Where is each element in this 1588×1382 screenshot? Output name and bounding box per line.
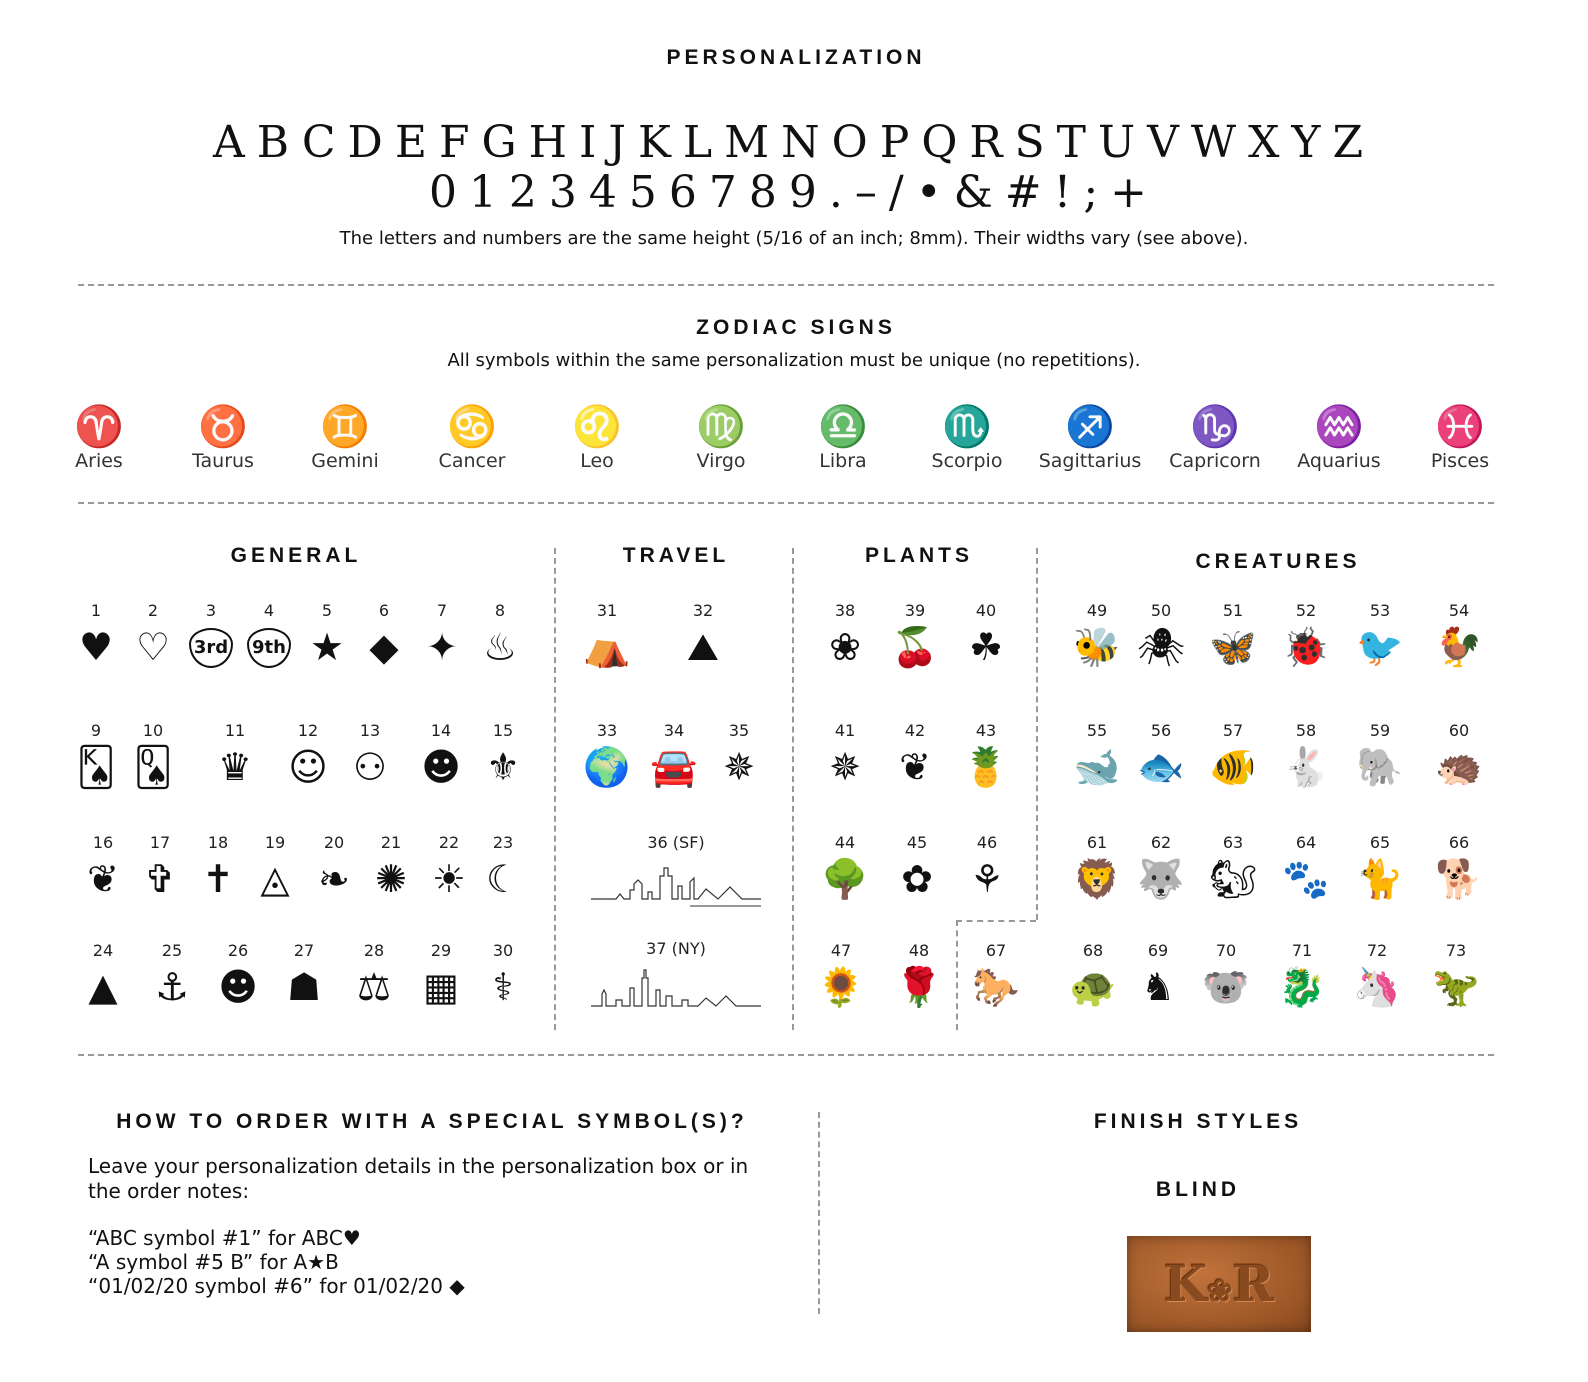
zodiac-aries[interactable] (39, 404, 159, 472)
symbol-number: 58 (1295, 721, 1317, 740)
symbol-39[interactable] (885, 600, 945, 672)
divider (956, 920, 958, 1030)
symbol-71[interactable] (1272, 940, 1332, 1012)
zodiac-cancer-icon: ♋ (447, 404, 497, 450)
zodiac-label: Aries (75, 450, 123, 472)
zodiac-sagittarius[interactable] (1030, 404, 1150, 472)
symbol-number: 15 (492, 721, 514, 740)
zodiac-label: Sagittarius (1038, 450, 1142, 472)
rose-stem-icon: 🌹 (895, 965, 943, 1009)
symbol-number: 17 (149, 833, 171, 852)
sun-icon: ☀ (431, 857, 467, 901)
zodiac-gemini[interactable] (285, 404, 405, 472)
symbol-number: 25 (161, 941, 183, 960)
symbol-67[interactable] (966, 940, 1026, 1012)
symbol-number: 63 (1222, 833, 1244, 852)
dragon-icon: 🐉 (1278, 965, 1326, 1009)
zodiac-virgo[interactable] (661, 404, 781, 472)
lotus-icon: ❀ (1207, 1274, 1233, 1309)
candy-icon: ✦ (426, 625, 458, 669)
blind-finish-sample (1127, 1236, 1311, 1332)
symbol-number: 56 (1150, 721, 1172, 740)
order-intro: Leave your personalization details in the personalization box or in the order notes: (88, 1154, 749, 1203)
symbol-number: 5 (321, 601, 333, 620)
symbol-60[interactable] (1429, 720, 1489, 792)
star-icon: ★ (307, 1250, 326, 1274)
zodiac-pisces-icon: ♓ (1435, 404, 1485, 450)
love-face-icon: ☺ (288, 745, 328, 789)
symbol-59[interactable] (1350, 720, 1410, 792)
symbol-45[interactable] (887, 832, 947, 904)
symbol-number: 19 (264, 833, 286, 852)
symbol-28[interactable] (344, 940, 404, 1012)
symbol-number: 24 (92, 941, 114, 960)
symbol-7[interactable] (412, 600, 472, 672)
anchor-icon: ⚓ (154, 965, 190, 1009)
order-example-1 (88, 1226, 768, 1251)
symbol-number: 26 (227, 941, 249, 960)
finish-title: FINISH STYLES (1093, 1110, 1303, 1133)
rose-flower-icon: ✿ (901, 857, 933, 901)
diamond-icon: ◆ (449, 1274, 465, 1298)
butterfly-icon: 🦋 (1209, 625, 1257, 669)
zodiac-taurus-icon: ♉ (198, 404, 248, 450)
zodiac-label: Capricorn (1169, 450, 1261, 472)
zodiac-pisces[interactable] (1400, 404, 1520, 472)
symbol-number: 39 (904, 601, 926, 620)
divider (78, 502, 1494, 504)
symbol-number: 67 (985, 941, 1007, 960)
lotus-icon: ❀ (829, 625, 861, 669)
divider (818, 1112, 820, 1314)
turtle-icon: 🐢 (1069, 965, 1117, 1009)
symbol-12[interactable] (278, 720, 338, 792)
symbol-32[interactable] (643, 600, 763, 672)
letters-row: ABCDEFGHIJKLMNOPQRSTUVWXYZ (212, 117, 1376, 168)
size-note: The letters and numbers are the same height (5/16 of an inch; 8mm). Their widths vary (see above). (339, 228, 1249, 249)
symbol-19[interactable] (245, 832, 305, 904)
symbol-number: 23 (492, 833, 514, 852)
symbol-14[interactable] (411, 720, 471, 792)
symbol-20[interactable] (304, 832, 364, 904)
symbol-number: 35 (728, 721, 750, 740)
zodiac-capricorn[interactable] (1155, 404, 1275, 472)
zodiac-taurus[interactable] (163, 404, 283, 472)
symbol-number: 7 (436, 601, 448, 620)
mountains-icon: ⛰ (687, 625, 719, 669)
symbol-49[interactable] (1067, 600, 1127, 672)
ladybug-icon: 🐞 (1282, 625, 1330, 669)
monogram-letter: R (1232, 1254, 1275, 1313)
symbol-number: 28 (363, 941, 385, 960)
zodiac-sagittarius-icon: ♐ (1065, 404, 1115, 450)
symbol-1[interactable] (66, 600, 126, 672)
symbol-72[interactable] (1347, 940, 1407, 1012)
spiderweb-icon: ✺ (375, 857, 407, 901)
symbol-50[interactable] (1131, 600, 1191, 672)
star-icon: ★ (309, 625, 345, 669)
symbol-11[interactable] (175, 720, 295, 792)
symbol-number: 13 (359, 721, 381, 740)
symbol-10[interactable] (123, 720, 183, 792)
scales-icon: ⚖ (356, 965, 392, 1009)
symbol-number: 52 (1295, 601, 1317, 620)
whale-icon: 🐋 (1073, 745, 1121, 789)
symbol-37[interactable] (586, 938, 766, 1024)
zodiac-leo-icon: ♌ (572, 404, 622, 450)
zodiac-scorpio[interactable] (907, 404, 1027, 472)
clover-icon: ☘ (968, 625, 1004, 669)
example-text: B (325, 1250, 339, 1274)
symbol-number: 72 (1366, 941, 1388, 960)
moon-icon: ☾ (485, 857, 521, 901)
fish-bone-icon: 🐟 (1137, 745, 1185, 789)
symbol-number: 1 (90, 601, 102, 620)
symbol-35[interactable] (709, 720, 769, 792)
symbol-number: 73 (1445, 941, 1467, 960)
symbol-44[interactable] (815, 832, 875, 904)
symbol-number: 31 (596, 601, 618, 620)
symbol-24[interactable] (73, 940, 133, 1012)
symbol-number: 8 (494, 601, 506, 620)
zodiac-label: Pisces (1430, 450, 1490, 472)
cupcake-icon: ♨ (482, 625, 518, 669)
symbol-number: 14 (430, 721, 452, 740)
zodiac-label: Libra (819, 450, 867, 472)
bus-icon: ▦ (423, 965, 459, 1009)
divider (554, 548, 556, 1030)
symbol-26[interactable] (208, 940, 268, 1012)
symbol-number: 55 (1086, 721, 1108, 740)
zodiac-aquarius-icon: ♒ (1314, 404, 1364, 450)
symbol-65[interactable] (1350, 832, 1410, 904)
symbol-number: 47 (830, 941, 852, 960)
sunflower-icon: 🌻 (817, 965, 865, 1009)
queen-card-icon: 🂭 (133, 745, 173, 789)
symbol-69[interactable] (1128, 940, 1188, 1012)
symbol-73[interactable] (1426, 940, 1486, 1012)
zodiac-libra-icon: ♎ (818, 404, 868, 450)
divider (78, 284, 1494, 286)
squirrel-icon: 🐿 (1208, 857, 1258, 901)
order-title: HOW TO ORDER WITH A SPECIAL SYMBOL(S)? (116, 1110, 748, 1133)
symbol-52[interactable] (1276, 600, 1336, 672)
symbol-number: 9 (90, 721, 102, 740)
cross-outline-icon: ✞ (144, 857, 176, 901)
deathly-hallows-icon: ◬ (260, 857, 290, 901)
symbol-55[interactable] (1067, 720, 1127, 792)
symbol-number: 33 (596, 721, 618, 740)
personalization-title: PERSONALIZATION (666, 46, 926, 69)
symbol-number: 48 (908, 941, 930, 960)
symbol-43[interactable] (956, 720, 1016, 792)
dog-icon: 🐕 (1435, 857, 1483, 901)
creatures-title: CREATURES (1195, 550, 1361, 573)
zodiac-cancer[interactable] (412, 404, 532, 472)
symbol-17[interactable] (130, 832, 190, 904)
plants-title: PLANTS (865, 544, 973, 567)
symbol-number: 65 (1369, 833, 1391, 852)
divider (956, 920, 1036, 922)
symbol-number: 60 (1448, 721, 1470, 740)
symbol-number: 53 (1369, 601, 1391, 620)
symbol-number: 12 (297, 721, 319, 740)
symbol-3[interactable] (181, 600, 241, 668)
graduation-cap-icon: ▲ (88, 965, 118, 1009)
dinosaur-icon: 🦖 (1432, 965, 1480, 1009)
example-text: “A symbol #5 B” for A (88, 1250, 308, 1274)
paw-icon: 🐾 (1282, 857, 1330, 901)
symbol-number: 27 (293, 941, 315, 960)
example-text: “01/02/20 symbol #6” for 01/02/20 (88, 1274, 444, 1298)
symbol-6[interactable] (354, 600, 414, 672)
heart-icon: ♥ (78, 625, 114, 669)
symbol-number: 43 (975, 721, 997, 740)
order-example-3 (88, 1274, 768, 1299)
monogram (1127, 1236, 1311, 1332)
symbol-29[interactable] (411, 940, 471, 1012)
symbol-42[interactable] (885, 720, 945, 792)
zodiac-aquarius[interactable] (1279, 404, 1399, 472)
firefighter-icon: ☗ (286, 965, 322, 1009)
symbol-22[interactable] (419, 832, 479, 904)
cherries-icon: 🍒 (891, 625, 939, 669)
crown-icon: ♛ (217, 745, 253, 789)
zodiac-label: Virgo (696, 450, 746, 472)
symbol-number: 38 (834, 601, 856, 620)
zodiac-label: Scorpio (931, 450, 1003, 472)
zodiac-label: Gemini (311, 450, 379, 472)
symbol-66[interactable] (1429, 832, 1489, 904)
symbol-number: 30 (492, 941, 514, 960)
zodiac-label: Aquarius (1297, 450, 1381, 472)
zodiac-note: All symbols within the same personalization must be unique (no repetitions). (447, 350, 1141, 371)
symbol-number: 46 (976, 833, 998, 852)
symbol-number: 29 (430, 941, 452, 960)
symbol-36[interactable] (586, 832, 766, 918)
symbol-number: 20 (323, 833, 345, 852)
symbol-31[interactable] (577, 600, 637, 672)
symbol-number: 71 (1291, 941, 1313, 960)
king-card-icon: 🂮 (76, 745, 116, 789)
symbol-47[interactable] (811, 940, 871, 1012)
symbol-25[interactable] (142, 940, 202, 1012)
symbol-68[interactable] (1063, 940, 1123, 1012)
symbol-21[interactable] (361, 832, 421, 904)
monogram-letter: K (1163, 1254, 1208, 1313)
diamond-icon: ◆ (369, 625, 399, 669)
symbol-9[interactable] (66, 720, 126, 792)
example-text: “ABC symbol #1” for ABC (88, 1226, 343, 1250)
wings-icon: ❦ (87, 857, 119, 901)
symbol-number: 70 (1215, 941, 1237, 960)
symbol-number: 59 (1369, 721, 1391, 740)
symbol-number: 10 (142, 721, 164, 740)
cat-icon: 🐈 (1356, 857, 1404, 901)
symbol-number: 41 (834, 721, 856, 740)
horse-head-icon: ♞ (1140, 965, 1176, 1009)
symbol-56[interactable] (1131, 720, 1191, 792)
finish-style-name: BLIND (1155, 1178, 1241, 1201)
symbol-48[interactable] (889, 940, 949, 1012)
bee-icon: 🐝 (1073, 625, 1121, 669)
symbol-number: 61 (1086, 833, 1108, 852)
zodiac-virgo-icon: ♍ (696, 404, 746, 450)
zodiac-label: Taurus (192, 450, 254, 472)
symbol-number: 16 (92, 833, 114, 852)
zodiac-scorpio-icon: ♏ (942, 404, 992, 450)
tent-tree-icon: ⛺ (583, 625, 631, 669)
divider (792, 548, 794, 1030)
symbol-number: 32 (692, 601, 714, 620)
symbol-number: 45 (906, 833, 928, 852)
zodiac-label: Leo (580, 450, 614, 472)
symbol-23[interactable] (473, 832, 533, 904)
police-officer-icon: ☻ (218, 965, 258, 1009)
symbol-58[interactable] (1276, 720, 1336, 792)
divider (1036, 548, 1038, 920)
rabbit-icon: 🐇 (1282, 745, 1330, 789)
symbol-number: 6 (378, 601, 390, 620)
spider-icon: 🕷 (1136, 625, 1186, 669)
symbol-number: 50 (1150, 601, 1172, 620)
order-example-2 (88, 1250, 768, 1275)
symbol-number: 64 (1295, 833, 1317, 852)
symbol-number: 57 (1222, 721, 1244, 740)
symbol-41[interactable] (815, 720, 875, 792)
symbol-number: 3 (205, 601, 217, 620)
symbol-51[interactable] (1203, 600, 1263, 672)
symbol-number: 37 (NY) (646, 939, 706, 958)
symbol-16[interactable] (73, 832, 133, 904)
symbol-8[interactable] (470, 600, 530, 672)
symbol-number: 49 (1086, 601, 1108, 620)
symbol-number: 18 (207, 833, 229, 852)
symbol-40[interactable] (956, 600, 1016, 672)
symbol-number: 36 (SF) (647, 833, 705, 852)
zodiac-gemini-icon: ♊ (320, 404, 370, 450)
zodiac-leo[interactable] (537, 404, 657, 472)
symbol-46[interactable] (957, 832, 1017, 904)
zodiac-capricorn-icon: ♑ (1190, 404, 1240, 450)
general-title: GENERAL (230, 544, 362, 567)
symbol-number: 62 (1150, 833, 1172, 852)
symbol-38[interactable] (815, 600, 875, 672)
symbol-2[interactable] (123, 600, 183, 672)
hedgehog-icon: 🦔 (1435, 745, 1483, 789)
symbol-63[interactable] (1203, 832, 1263, 904)
symbol-30[interactable] (473, 940, 533, 1012)
wolf-icon: 🐺 (1137, 857, 1185, 901)
koi-fish-icon: 🐠 (1209, 745, 1257, 789)
fleur-de-lis-icon: ⚜ (485, 745, 521, 789)
sf-skyline-icon (586, 854, 766, 914)
heart-icon: ♥ (342, 1226, 361, 1250)
symbol-64[interactable] (1276, 832, 1336, 904)
zodiac-label: Cancer (438, 450, 506, 472)
hummingbird-icon: 🐦 (1356, 625, 1404, 669)
ginkgo-leaf-icon: ⚘ (969, 857, 1005, 901)
symbol-5[interactable] (297, 600, 357, 672)
symbol-number: 21 (380, 833, 402, 852)
cannabis-leaf-icon: ✵ (829, 745, 861, 789)
heart-9th-icon: 9th (247, 628, 291, 668)
pineapple-icon: 🍍 (962, 745, 1010, 789)
footprints-icon: ⚇ (352, 745, 388, 789)
koala-icon: 🐨 (1202, 965, 1250, 1009)
symbol-number: 4 (263, 601, 275, 620)
numbers-row: 0123456789.–/•&#!;+ (428, 167, 1160, 218)
cross-icon: ✝ (202, 857, 234, 901)
symbol-number: 34 (663, 721, 685, 740)
zodiac-libra[interactable] (783, 404, 903, 472)
symbol-70[interactable] (1196, 940, 1256, 1012)
symbol-13[interactable] (340, 720, 400, 792)
symbol-number: 44 (834, 833, 856, 852)
symbol-4[interactable] (239, 600, 299, 668)
car-icon: 🚘 (650, 745, 698, 789)
horse-icon: 🐎 (972, 965, 1020, 1009)
compass-star-icon: ✵ (723, 745, 755, 789)
symbol-number: 51 (1222, 601, 1244, 620)
zodiac-title: ZODIAC SIGNS (696, 316, 896, 339)
heart-3rd-icon: 3rd (189, 628, 233, 668)
symbol-62[interactable] (1131, 832, 1191, 904)
ny-skyline-icon (586, 960, 766, 1020)
symbol-number: 68 (1082, 941, 1104, 960)
symbol-number: 54 (1448, 601, 1470, 620)
travel-title: TRAVEL (622, 544, 730, 567)
symbol-number: 40 (975, 601, 997, 620)
winged-shoe-icon: ❧ (318, 857, 350, 901)
symbol-number: 11 (224, 721, 246, 740)
symbol-53[interactable] (1350, 600, 1410, 672)
lion-icon: 🦁 (1073, 857, 1121, 901)
symbol-number: 2 (147, 601, 159, 620)
symbol-15[interactable] (473, 720, 533, 792)
symbol-34[interactable] (644, 720, 704, 792)
symbol-33[interactable] (577, 720, 637, 792)
symbol-57[interactable] (1203, 720, 1263, 792)
zodiac-aries-icon: ♈ (74, 404, 124, 450)
globe-icon: 🌍 (583, 745, 631, 789)
symbol-61[interactable] (1067, 832, 1127, 904)
heart-outline-icon: ♡ (135, 625, 171, 669)
symbol-18[interactable] (188, 832, 248, 904)
symbol-27[interactable] (274, 940, 334, 1012)
stethoscope-icon: ⚕ (492, 965, 514, 1009)
divider (78, 1054, 1494, 1056)
symbol-number: 69 (1147, 941, 1169, 960)
monstera-leaf-icon: ❦ (899, 745, 931, 789)
elephant-icon: 🐘 (1356, 745, 1404, 789)
unicorn-icon: 🦄 (1353, 965, 1401, 1009)
couple-faces-icon: ☻ (421, 745, 461, 789)
symbol-number: 42 (904, 721, 926, 740)
tree-icon: 🌳 (821, 857, 869, 901)
symbol-54[interactable] (1429, 600, 1489, 672)
rooster-icon: 🐓 (1435, 625, 1483, 669)
symbol-number: 22 (438, 833, 460, 852)
symbol-number: 66 (1448, 833, 1470, 852)
